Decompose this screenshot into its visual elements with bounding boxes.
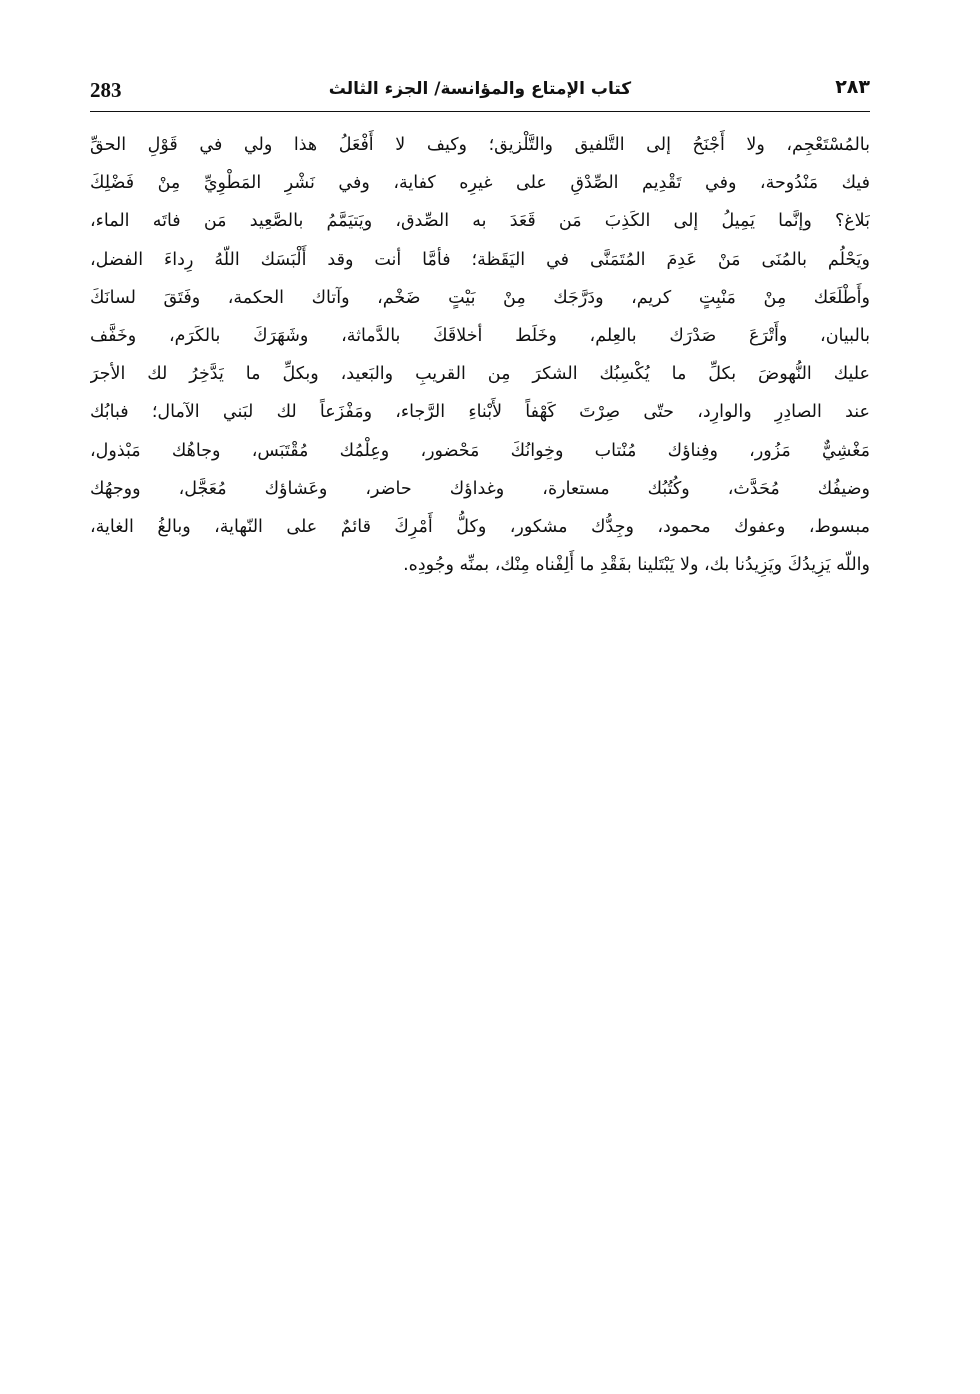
page-number-arabic: ٢٨٣ [835,76,870,98]
running-title: كتاب الإمتاع والمؤانسة/ الجزء الثالث [328,79,632,99]
text-line: فيك مَنْدُوحة، وفي تَقْدِيم الصِّدْقِ على غيرِه كفاية، وفي نَشْرِ المَطْوِيِّ مِنْ فَضْلِكَ [90,173,870,194]
text-line: واللّه يَزِيدُكَ ويَزِيدُنا بك، ولا يَبْتَلينا بفَقْدِ ما أَلِفْناه مِنْك، بمنِّه وجُودِه. [403,555,870,576]
page-number-latin: 283 [90,78,122,102]
text-line: بالبيان، وأَتْرَعَ صَدْرَك بالعِلم، وخَلَط أخلاقَكَ بالدَّماثة، وشَهَرَكَ بالكَرَم، وخَفَّف [90,325,870,346]
text-line: ويَحْلُم بالمُنَى مَنْ عَدِمَ المُتَمَنَّى في اليَقَظة؛ فأمَّا أنت وقد أَلْبَسَك اللّهُ رِداءَ الفضل، [90,249,870,270]
text-line: عليك النُّهوضَ بكلِّ ما يُكْسِبُك الشكرَ مِن القريبِ والبَعيد، وبكلِّ ما يَدَّخِرُ لك الأجرَ [90,364,870,385]
text-line: بَلاغ؟ وإنَّما يَمِيلُ إلى الكَذِبَ مَن قَعَدَ به الصِّدق، ويَتيَمَّمُ بالصَّعِيد مَن فاتَه الماء، [90,211,870,232]
running-header [90,76,870,106]
header-rule [90,111,870,112]
text-line: مَغْشِيٌّ مَزُور، وفِناؤك مُنْتاب وخِوانُكَ مَحْضور، وعِلْمُك مُقْتَبَس، وجاهُك مَبْذول، [90,440,870,461]
body-text [90,126,870,584]
text-line: وضيفُك مُحَدَّث، وكُتُبُك مستعارة، وغداؤك حاضر، وعَشاؤك مُعَجَّل، ووجهُك [90,478,870,499]
text-line: بالمُسْتَعْجِم، ولا أَجْنَحُ إلى التَّلفيق والتَّلْزيق؛ وكيف لا أَفْعَلُ هذا ولي في قَوْلِ الحقِّ [90,135,870,155]
text-line: مبسوط، وعفوك محمود، وجِدُّك مشكور، وكلُّ أَمْرِكَ قائمٌ على النّهاية، وبالغُ الغاية، [90,516,870,537]
text-line: عند الصادِرِ والوارِد، حتّى صِرْتَ كَهْفاً لأَبْناءِ الرَّجاء، ومَفْزَعاً لك لبَني الآمال؛ فبابُك [90,402,870,423]
text-line: وأَطْلَعَك مِنْ مَنْبِتٍ كريم، ودَرَّجَك مِنْ بَيْتٍ ضَخْم، وآتاك الحكمة، وفَتَقَ لسانَكَ [90,287,870,308]
